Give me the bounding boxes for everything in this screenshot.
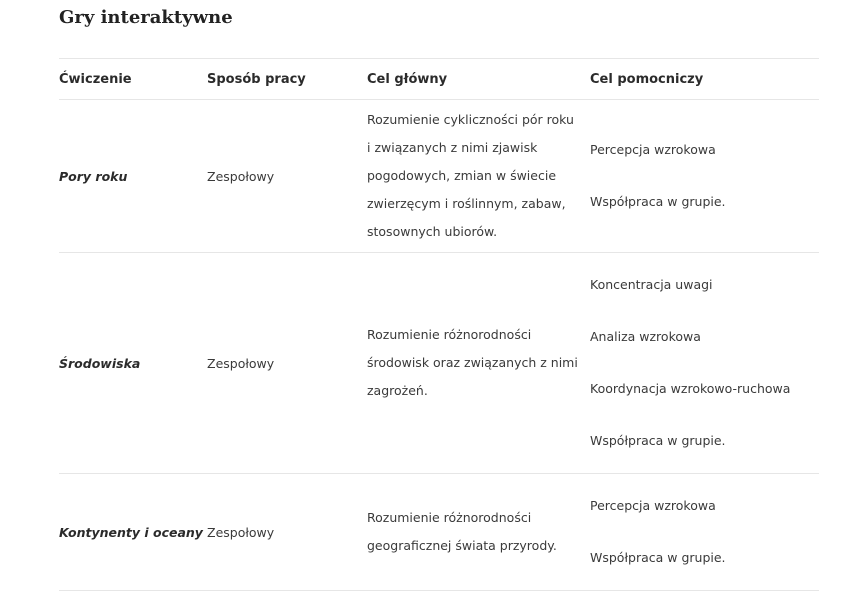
- aux-goal-item: Współpraca w grupie.: [590, 550, 726, 565]
- aux-goal-item: Współpraca w grupie.: [590, 194, 726, 209]
- aux-goal-list: [590, 141, 819, 211]
- table-row: [59, 253, 819, 474]
- aux-goal-list: [590, 497, 819, 567]
- table-header-row: [59, 59, 819, 100]
- column-header-work-mode: Sposób pracy: [207, 59, 367, 100]
- aux-goal-item: Percepcja wzrokowa: [590, 142, 716, 157]
- column-header-exercise: Ćwiczenie: [59, 59, 207, 100]
- work-mode-cell: Zespołowy: [207, 253, 367, 474]
- aux-goal-item: Koordynacja wzrokowo-ruchowa: [590, 381, 791, 396]
- aux-goal-item: Koncentracja uwagi: [590, 277, 713, 292]
- exercise-cell: [59, 100, 207, 253]
- exercise-name: Pory roku: [59, 168, 128, 184]
- main-goal-cell: Rozumienie cykliczności pór roku i związanych z nimi zjawisk pogodowych, zmian w świecie zwierzęcym i roślinnym, zabaw, stosownych ubiorów.: [367, 100, 590, 253]
- work-mode-cell: Zespołowy: [207, 474, 367, 591]
- page-title: Gry interaktywne: [59, 7, 233, 28]
- column-header-main-goal: Cel główny: [367, 59, 590, 100]
- aux-goal-list: [590, 276, 819, 450]
- table-row: [59, 100, 819, 253]
- work-mode-cell: Zespołowy: [207, 100, 367, 253]
- games-table: [59, 58, 819, 591]
- aux-goal-cell: [590, 474, 819, 591]
- table-row: [59, 474, 819, 591]
- main-goal-cell: Rozumienie różnorodności geograficznej świata przyrody.: [367, 474, 590, 591]
- exercise-cell: [59, 474, 207, 591]
- exercise-cell: [59, 253, 207, 474]
- main-goal-cell: Rozumienie różnorodności środowisk oraz związanych z nimi zagrożeń.: [367, 253, 590, 474]
- exercise-name: Środowiska: [59, 355, 141, 371]
- column-header-aux-goal: Cel pomocniczy: [590, 59, 819, 100]
- aux-goal-item: Współpraca w grupie.: [590, 433, 726, 448]
- aux-goal-cell: [590, 253, 819, 474]
- aux-goal-item: Percepcja wzrokowa: [590, 498, 716, 513]
- aux-goal-item: Analiza wzrokowa: [590, 329, 701, 344]
- aux-goal-cell: [590, 100, 819, 253]
- exercise-name: Kontynenty i oceany: [59, 524, 203, 540]
